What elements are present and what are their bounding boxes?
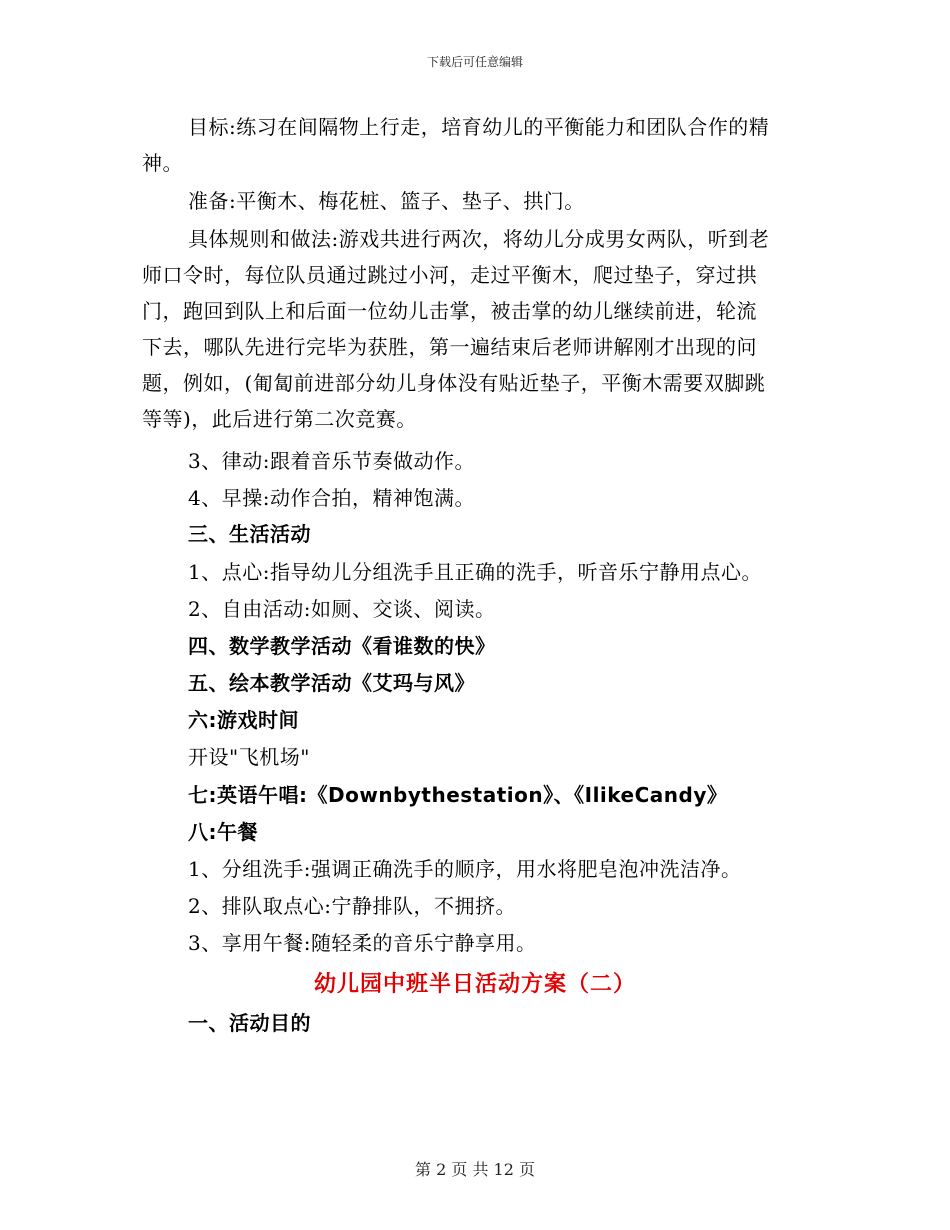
goal-line-2: 神。 (142, 151, 183, 175)
morning-exercise-item: 4、早操:动作合拍，精神饱满。 (188, 486, 475, 510)
page-header-note: 下载后可任意编辑 (426, 55, 523, 69)
wash-hands-item: 1、分组洗手:强调正确洗手的顺序，用水将肥皂泡冲洗洁净。 (188, 857, 742, 881)
section-heading-picture-book: 五、绘本教学活动《艾玛与风》 (188, 671, 475, 695)
free-activity-item: 2、自由活动:如厕、交谈、阅读。 (188, 597, 496, 621)
section-heading-lunch: 八:午餐 (188, 820, 258, 844)
plan-title-two: 幼儿园中班半日活动方案（二） (313, 972, 636, 997)
queue-item: 2、排队取点心:宁静排队，不拥挤。 (188, 894, 516, 918)
section-heading-game: 六:游戏时间 (188, 708, 299, 732)
rhythm-item: 3、律动:跟着音乐节奏做动作。 (188, 449, 475, 473)
rules-line-5: 题，例如，(匍匐前进部分幼儿身体没有贴近垫子，平衡木需要双脚跳 (142, 371, 766, 395)
section-heading-life: 三、生活活动 (188, 522, 311, 546)
section-heading-math: 四、数学教学活动《看谁数的快》 (188, 634, 496, 658)
section-heading-goal: 一、活动目的 (188, 1011, 311, 1035)
rules-line-1: 具体规则和做法:游戏共进行两次，将幼儿分成男女两队，听到老 (188, 227, 770, 251)
rules-line-2: 师口令时，每位队员通过跳过小河，走过平衡木，爬过垫子，穿过拱 (142, 263, 757, 287)
enjoy-lunch-item: 3、享用午餐:随轻柔的音乐宁静享用。 (188, 931, 537, 955)
goal-line-1: 目标:练习在间隔物上行走，培育幼儿的平衡能力和团队合作的精 (188, 115, 770, 139)
rules-line-3: 门，跑回到队上和后面一位幼儿击掌，被击掌的幼儿继续前进，轮流 (142, 299, 757, 323)
snack-item: 1、点心:指导幼儿分组洗手且正确的洗手，听音乐宁静用点心。 (188, 560, 762, 584)
section-heading-english: 七:英语午唱:《Downbythestation》、《IlikeCandy》 (188, 783, 728, 807)
game-item: 开设"飞机场" (188, 745, 310, 769)
rules-line-6: 等等)，此后进行第二次竞赛。 (142, 407, 417, 431)
page-number-footer: 第 2 页 共 12 页 (415, 1160, 535, 1179)
rules-line-4: 下去，哪队先进行完毕为获胜，第一遍结束后老师讲解刚才出现的问 (142, 335, 757, 359)
preparation-line: 准备:平衡木、梅花桩、篮子、垫子、拱门。 (188, 189, 585, 213)
